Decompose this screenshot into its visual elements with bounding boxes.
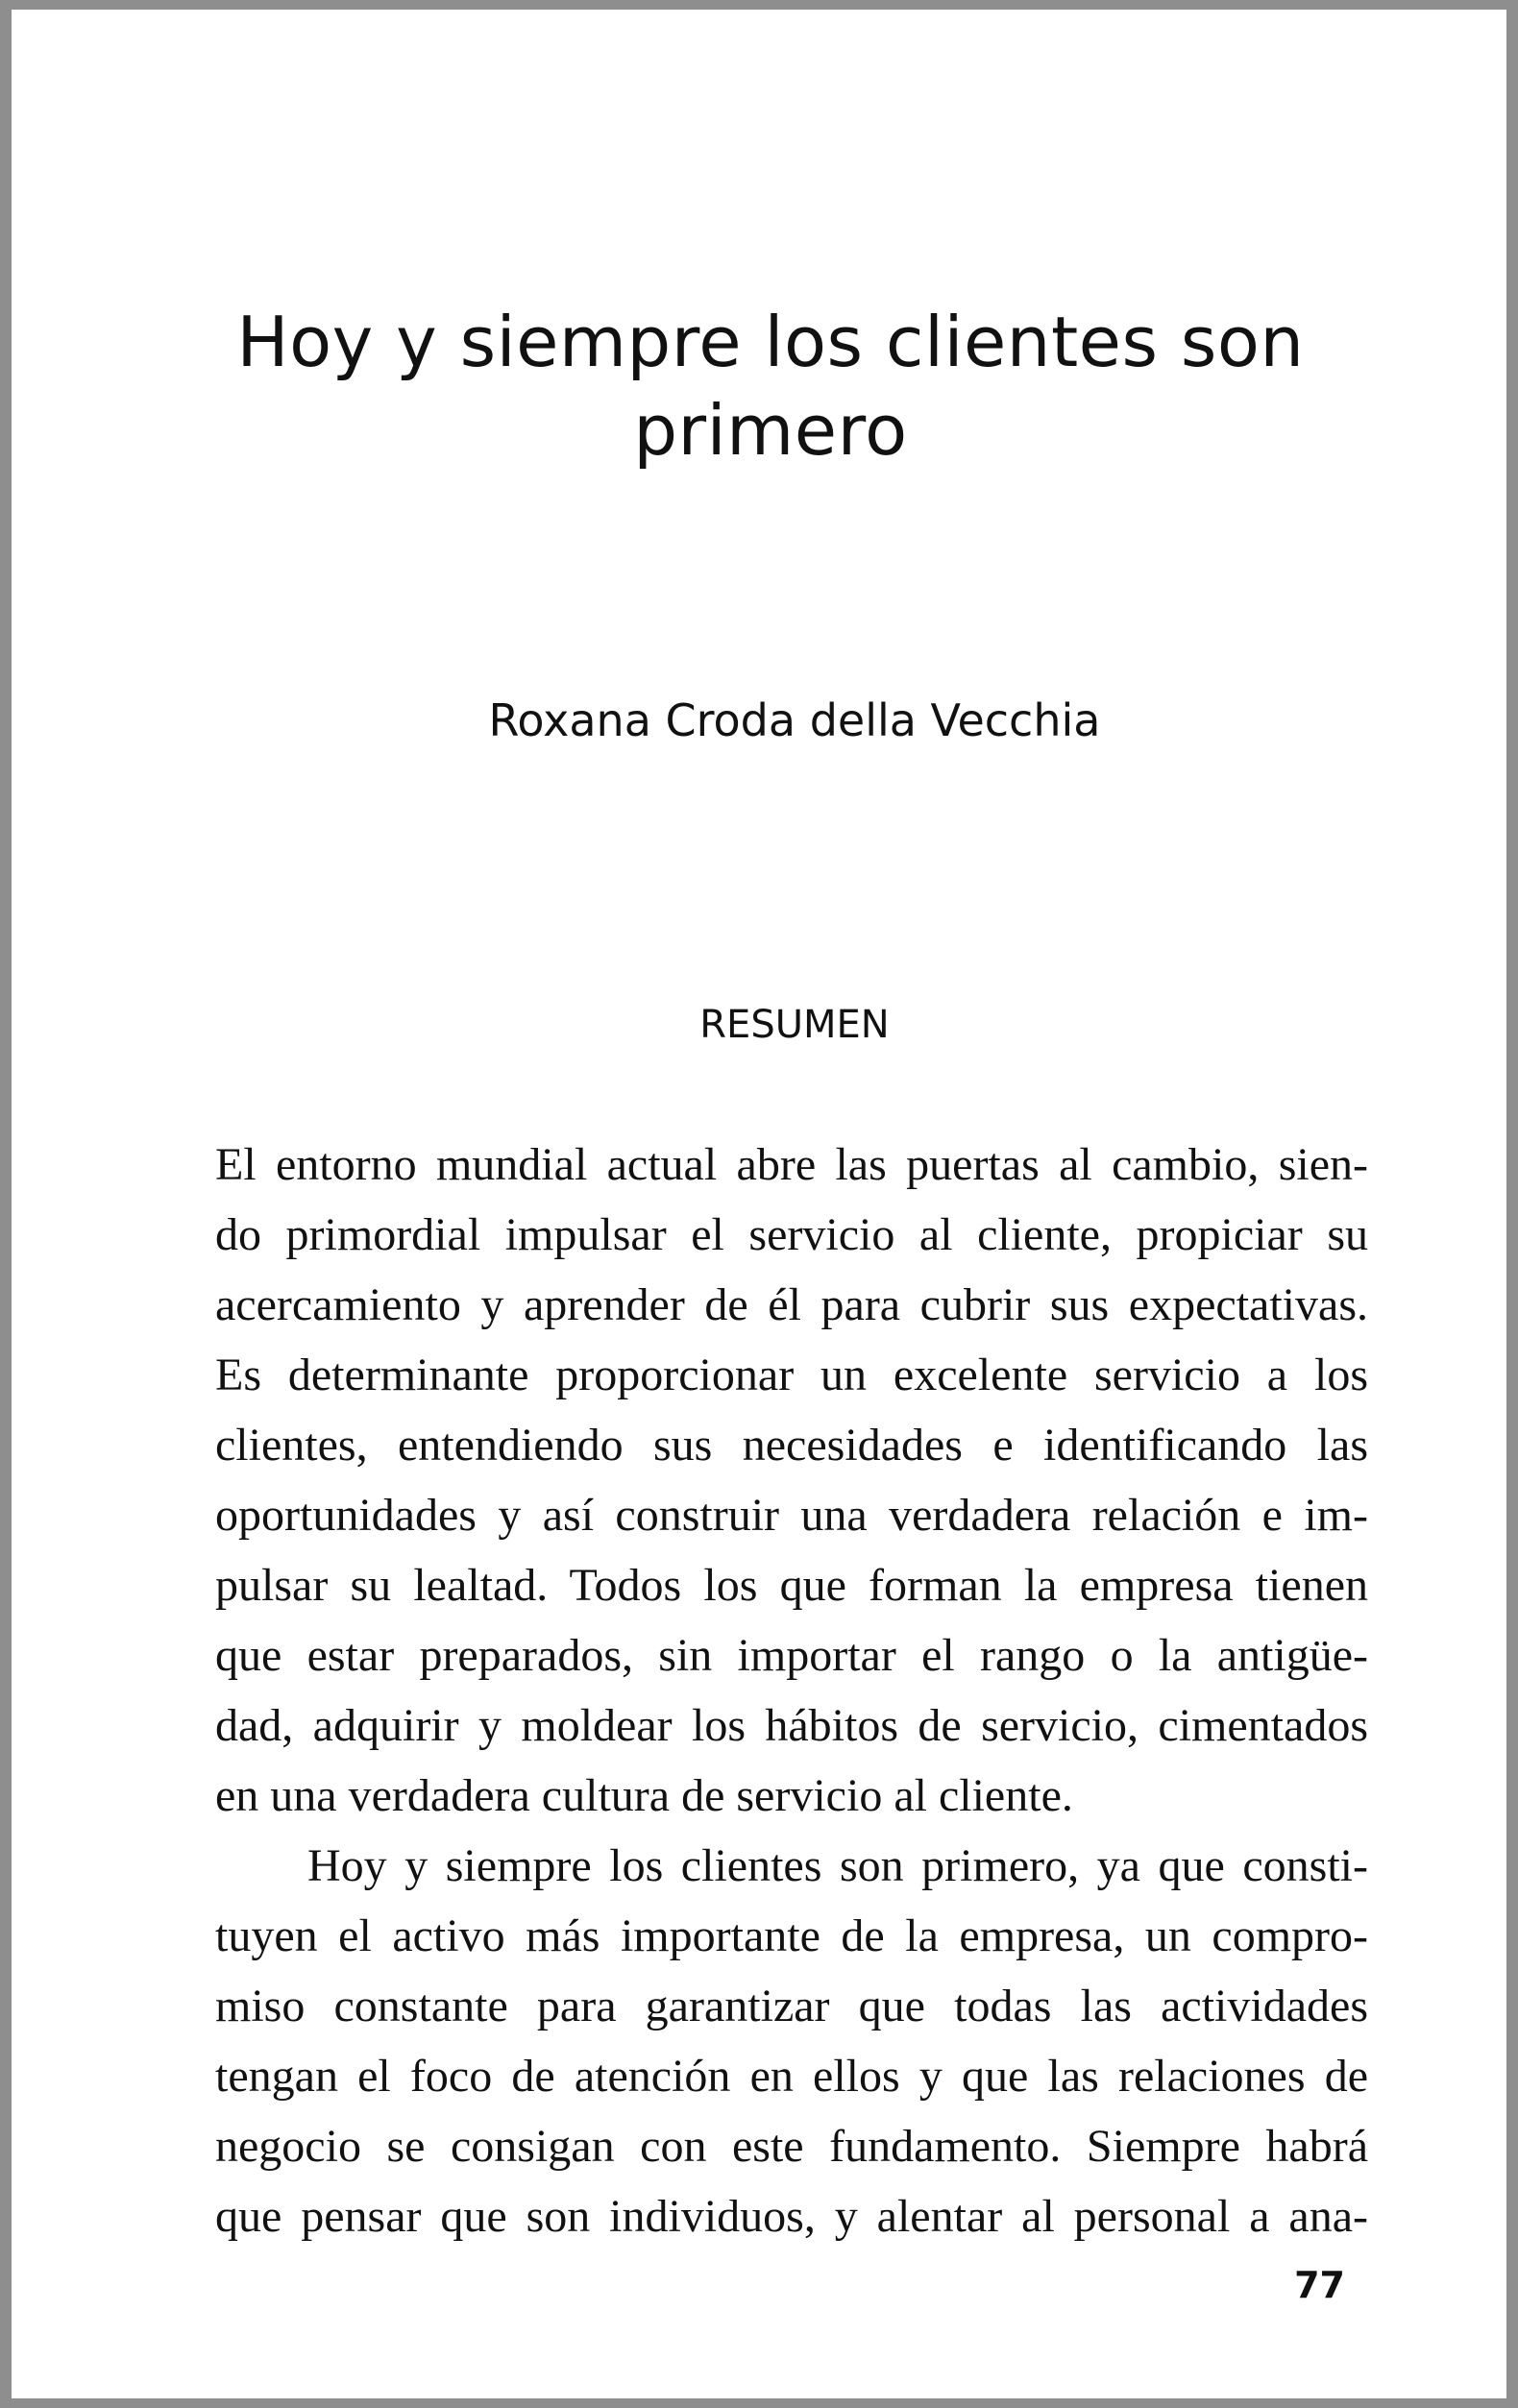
text-line: en una verdadera cultura de servicio al cliente. (215, 1770, 1073, 1821)
text-line: El entorno mundial actual abre las puertas al cambio, sien- (215, 1139, 1368, 1190)
text-line: miso constante para garantizar que todas las actividades (215, 1981, 1368, 2031)
article-title (12, 298, 1518, 474)
text-line: Hoy y siempre los clientes son primero, ya que consti- (307, 1840, 1368, 1891)
text-line: dad, adquirir y moldear los hábitos de servicio, cimentados (215, 1700, 1368, 1751)
text-line: que pensar que son individuos, y alentar al personal a ana- (215, 2191, 1368, 2242)
article-title-line-2: primero (633, 390, 908, 471)
text-line: acercamiento y aprender de él para cubrir sus expectativas. (215, 1279, 1368, 1330)
abstract-body (215, 1130, 1368, 2251)
text-line: oportunidades y así construir una verdadera relación e im- (215, 1490, 1368, 1541)
text-line: tuyen el activo más importante de la empresa, un compro- (215, 1910, 1368, 1961)
text-line: Es determinante proporcionar un excelente servicio a los (215, 1350, 1368, 1400)
text-line: do primordial impulsar el servicio al cliente, propiciar su (215, 1209, 1368, 1260)
author-name: Roxana Croda della Vecchia (488, 694, 1101, 746)
page-number: 77 (1294, 2264, 1345, 2306)
text-line: pulsar su lealtad. Todos los que forman la empresa tienen (215, 1560, 1368, 1611)
text-line: tengan el foco de atención en ellos y que las relaciones de (215, 2051, 1368, 2102)
section-heading: RESUMEN (699, 1003, 890, 1047)
text-line: clientes, entendiendo sus necesidades e identificando las (215, 1420, 1368, 1471)
text-line: que estar preparados, sin importar el rango o la antigüe- (215, 1630, 1368, 1681)
text-line: negocio se consigan con este fundamento. Siempre habrá (215, 2121, 1368, 2172)
article-title-line-1: Hoy y siempre los clientes son (236, 302, 1305, 382)
